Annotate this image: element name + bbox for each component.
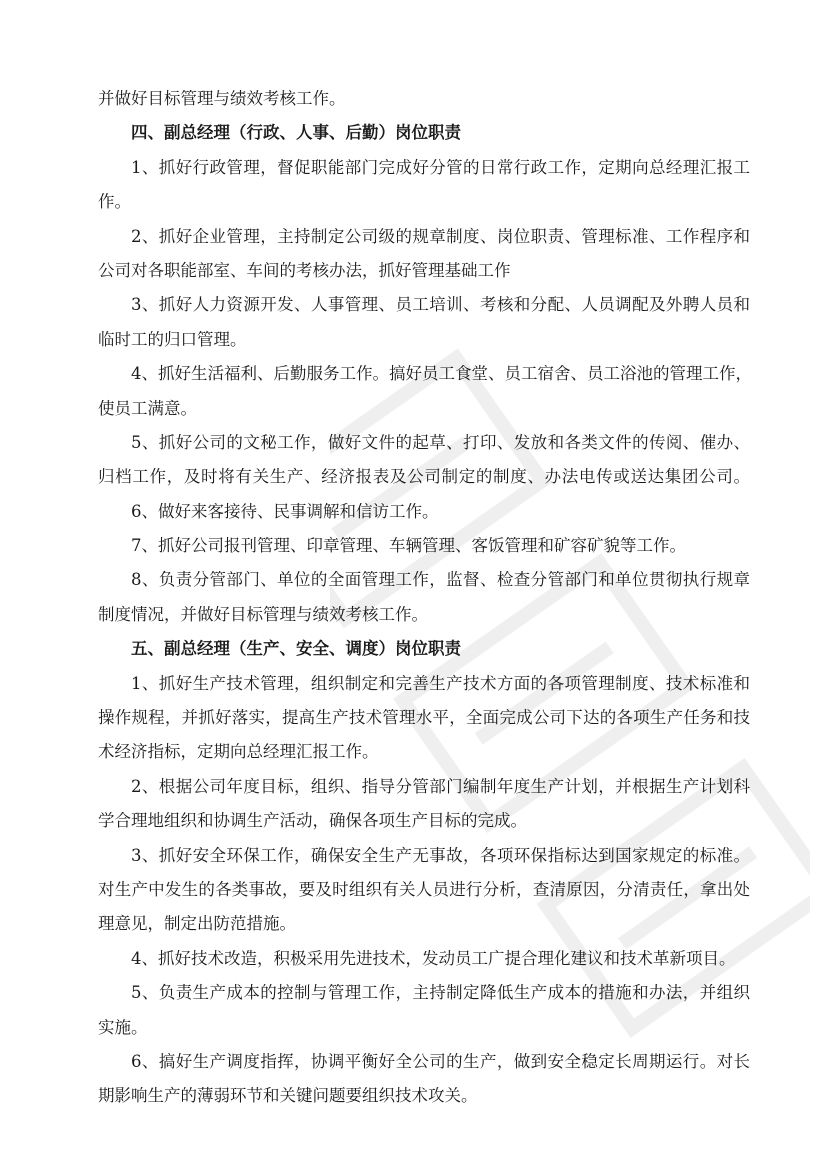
text-line: 1、抓好生产技术管理，组织制定和完善生产技术方面的各项管理制度、技术标准和 (131, 673, 750, 693)
text-line: 作。 (98, 192, 131, 212)
text-line: 5、负责生产成本的控制与管理工作，主持制定降低生产成本的措施和办法，并组织 (131, 983, 750, 1003)
text-line: 8、负责分管部门、单位的全面管理工作，监督、检查分管部门和单位贯彻执行规章 (131, 570, 750, 590)
text-line: 操作规程，并抓好落实，提高生产技术管理水平，全面完成公司下达的各项生产任务和技 (98, 708, 750, 728)
text-line: 学合理地组织和协调生产活动，确保各项生产目标的完成。 (98, 811, 527, 831)
text-line: 使员工满意。 (98, 398, 197, 418)
text-line: 4、抓好生活福利、后勤服务工作。搞好员工食堂、员工宿舍、员工浴池的管理工作， (131, 364, 752, 384)
text-line: 实施。 (98, 1017, 148, 1037)
text-line: 6、做好来客接待、民事调解和信访工作。 (131, 501, 439, 521)
text-line: 2、抓好企业管理，主持制定公司级的规章制度、岗位职责、管理标准、工作程序和 (131, 226, 750, 246)
document-body (98, 82, 750, 1114)
text-line: 临时工的归口管理。 (98, 329, 247, 349)
text-line: 制度情况，并做好目标管理与绩效考核工作。 (98, 604, 428, 624)
text-line: 期影响生产的薄弱环节和关键问题要组织技术攻关。 (98, 1086, 478, 1106)
text-line: 并做好目标管理与绩效考核工作。 (98, 89, 346, 108)
text-line: 5、抓好公司的文秘工作，做好文件的起草、打印、发放和各类文件的传阅、催办、 (131, 432, 750, 452)
text-line: 术经济指标，定期向总经理汇报工作。 (98, 742, 379, 762)
text-line: 公司对各职能部室、车间的考核办法，抓好管理基础工作 (98, 260, 511, 280)
text-line: 理意见，制定出防范措施。 (98, 914, 296, 934)
section-heading: 四、副总经理（行政、人事、后勤）岗位职责 (131, 123, 461, 143)
text-line: 6、搞好生产调度指挥，协调平衡好全公司的生产，做到安全稳定长周期运行。对长 (131, 1051, 750, 1071)
text-line: 3、抓好安全环保工作，确保安全生产无事故，各项环保指标达到国家规定的标准。 (131, 845, 750, 865)
text-line: 3、抓好人力资源开发、人事管理、员工培训、考核和分配、人员调配及外聘人员和 (131, 295, 750, 315)
text-line: 2、根据公司年度目标，组织、指导分管部门编制年度生产计划，并根据生产计划科 (131, 776, 750, 796)
text-line: 4、抓好技术改造，积极采用先进技术，发动员工广提合理化建议和技术革新项目。 (131, 948, 736, 968)
text-line: 7、抓好公司报刊管理、印章管理、车辆管理、客饭管理和矿容矿貌等工作。 (131, 536, 686, 556)
text-line: 1、抓好行政管理，督促职能部门完成好分管的日常行政工作，定期向总经理汇报工 (131, 157, 750, 177)
text-line: 归档工作，及时将有关生产、经济报表及公司制定的制度、办法电传或送达集团公司。 (98, 467, 750, 487)
section-heading: 五、副总经理（生产、安全、调度）岗位职责 (131, 639, 461, 659)
text-line: 对生产中发生的各类事故，要及时组织有关人员进行分析，查清原因，分清责任，拿出处 (98, 879, 750, 899)
